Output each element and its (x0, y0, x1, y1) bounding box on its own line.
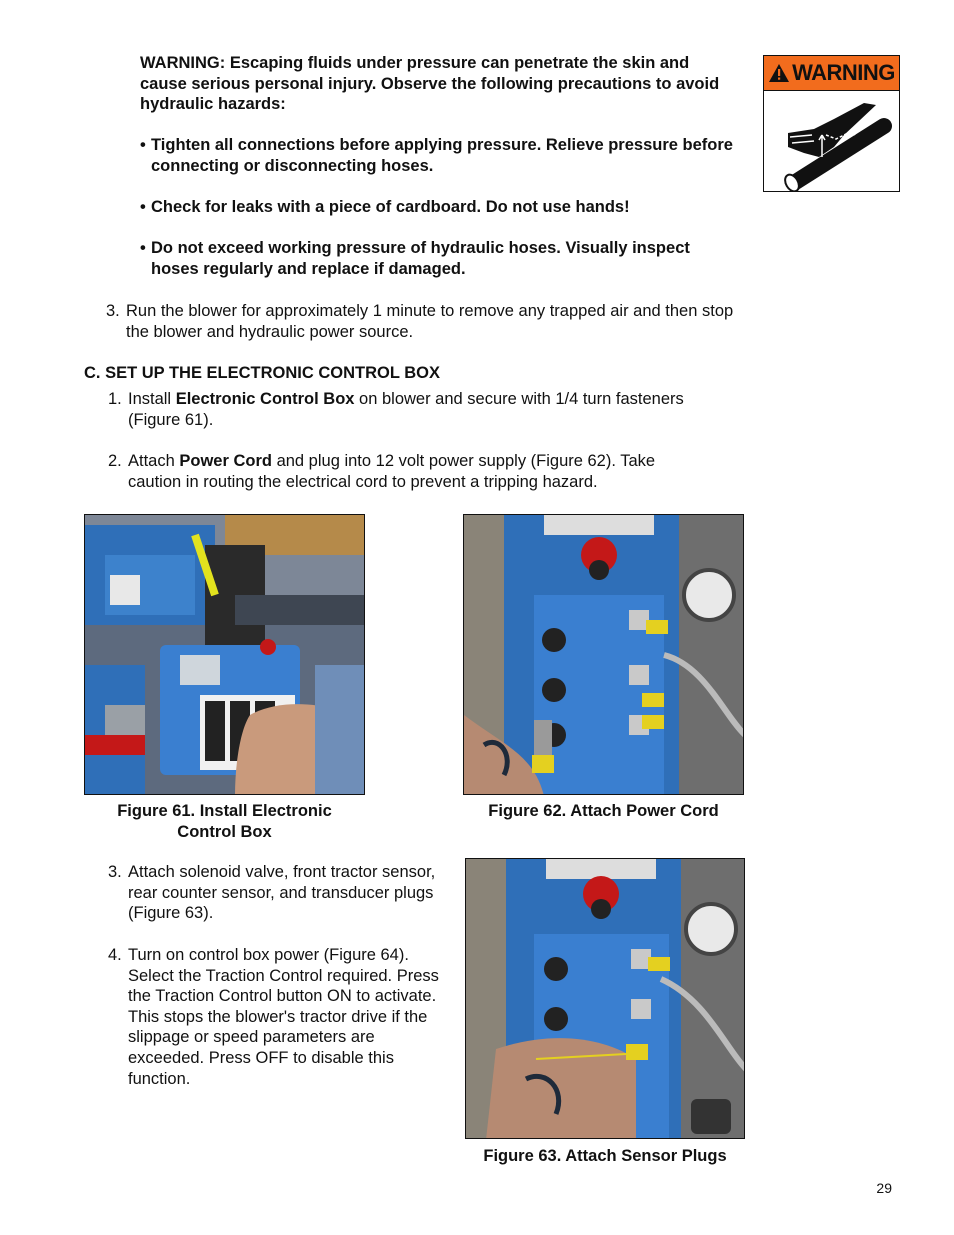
power-cord-illustration (464, 515, 744, 795)
hand-injection-hazard-icon (764, 91, 898, 191)
warning-triangle-icon (768, 63, 790, 83)
hydraulic-warning-block (140, 53, 740, 300)
step-attach-power-cord (108, 451, 708, 492)
warning-bullet (140, 135, 740, 176)
warning-bullet (140, 197, 740, 218)
step-text: Attach solenoid valve, front tractor sensor, rear counter sensor, and transducer plugs (Figure 63). (128, 863, 436, 923)
step-text: Turn on control box power (Figure 64). Select the Traction Control required. Press the Traction Control button ON to activate. This stops the blower's tractor drive if the slippage or speed parameters are exceeded. Press OFF to disable this function. (128, 946, 439, 1088)
section-heading: C. SET UP THE ELECTRONIC CONTROL BOX (84, 364, 440, 382)
bullet-glyph: • (140, 197, 146, 216)
step-number: 3. (108, 863, 122, 881)
step-number: 2. (108, 452, 122, 470)
figure-63-caption: Figure 63. Attach Sensor Plugs (483, 1147, 727, 1165)
warning-bullet (140, 238, 740, 279)
sensor-plugs-illustration (466, 859, 745, 1139)
figure-62-caption: Figure 62. Attach Power Cord (488, 802, 719, 820)
warning-sign (763, 55, 900, 192)
step-attach-plugs (108, 862, 453, 924)
step-install-control-box (108, 389, 720, 430)
warning-bullet-text: Tighten all connections before applying pressure. Relieve pressure before connecting or disconnecting hoses. (151, 136, 733, 175)
figure-61-caption: Figure 61. Install Electronic Control Box (117, 802, 332, 841)
figure-63-photo (465, 858, 745, 1139)
warning-bullet-text: Do not exceed working pressure of hydraulic hoses. Visually inspect hoses regularly and replace if damaged. (151, 239, 690, 278)
page-number: 29 (876, 1180, 892, 1196)
figure-62-photo (463, 514, 744, 795)
step-number: 3. (106, 302, 120, 320)
step-text: Attach Power Cord and plug into 12 volt power supply (Figure 62). Take caution in routing the electrical cord to prevent a tripping hazard. (128, 452, 656, 491)
step-number: 4. (108, 946, 122, 964)
step-run-blower (106, 301, 736, 342)
bullet-glyph: • (140, 239, 146, 258)
figure-61-photo (84, 514, 365, 795)
step-text: Run the blower for approximately 1 minute to remove any trapped air and then stop the blower and hydraulic power source. (126, 302, 734, 341)
step-number: 1. (108, 390, 122, 408)
control-box-install-illustration (85, 515, 365, 795)
step-text: Install Electronic Control Box on blower and secure with 1/4 turn fasteners (Figure 61). (128, 390, 684, 429)
warning-sign-header (764, 56, 899, 91)
bullet-glyph: • (140, 136, 146, 155)
step-turn-on-power (108, 945, 453, 1089)
warning-sign-label: WARNING (792, 60, 895, 85)
warning-intro: WARNING: Escaping fluids under pressure can penetrate the skin and cause serious personal injury. Observe the following precautions to avoid hydraulic hazards: (140, 54, 720, 114)
warning-bullet-text: Check for leaks with a piece of cardboard. Do not use hands! (151, 197, 630, 216)
